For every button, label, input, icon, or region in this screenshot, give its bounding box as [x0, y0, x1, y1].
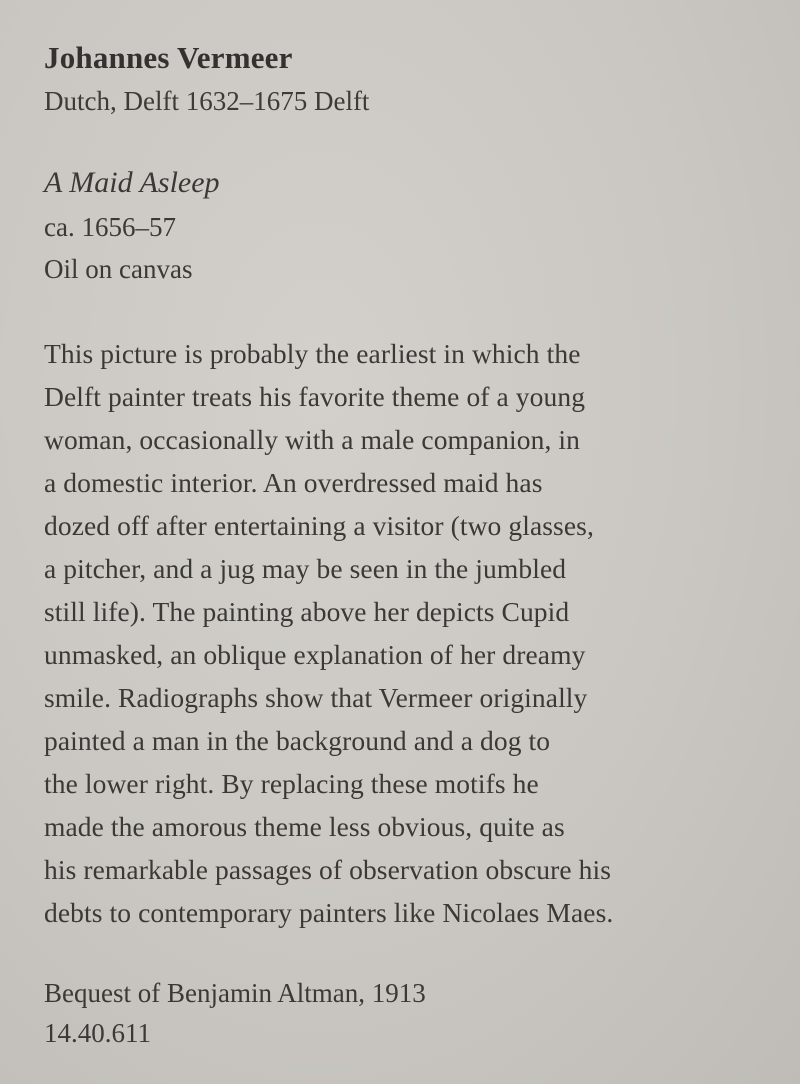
description-line: dozed off after entertaining a visitor (two glasses, — [44, 510, 594, 541]
accession-number: 14.40.611 — [44, 1018, 151, 1048]
description-line: the lower right. By replacing these motifs he — [44, 768, 539, 799]
description-line: smile. Radiographs show that Vermeer originally — [44, 682, 588, 713]
description-line: his remarkable passages of observation obscure his — [44, 854, 612, 885]
description-line: Delft painter treats his favorite theme of a young — [44, 381, 586, 412]
description-line: woman, occasionally with a male companion, in — [44, 424, 581, 455]
artist-name: Johannes Vermeer — [44, 40, 293, 75]
artwork-title: A Maid Asleep — [44, 166, 220, 199]
artwork-medium: Oil on canvas — [44, 254, 193, 284]
description-line: still life). The painting above her depicts Cupid — [44, 596, 570, 627]
description-line: This picture is probably the earliest in which the — [44, 338, 581, 369]
artist-bio: Dutch, Delft 1632–1675 Delft — [44, 86, 370, 116]
description-line: painted a man in the background and a dog to — [44, 725, 551, 756]
description-line: made the amorous theme less obvious, quite as — [44, 811, 565, 842]
description-line: unmasked, an oblique explanation of her dreamy — [44, 639, 586, 670]
description-line: a pitcher, and a jug may be seen in the jumbled — [44, 553, 567, 584]
description-line: debts to contemporary painters like Nicolaes Maes. — [44, 897, 614, 928]
artwork-date: ca. 1656–57 — [44, 212, 176, 242]
credit-line: Bequest of Benjamin Altman, 1913 — [44, 978, 426, 1008]
description-line: a domestic interior. An overdressed maid has — [44, 467, 543, 498]
